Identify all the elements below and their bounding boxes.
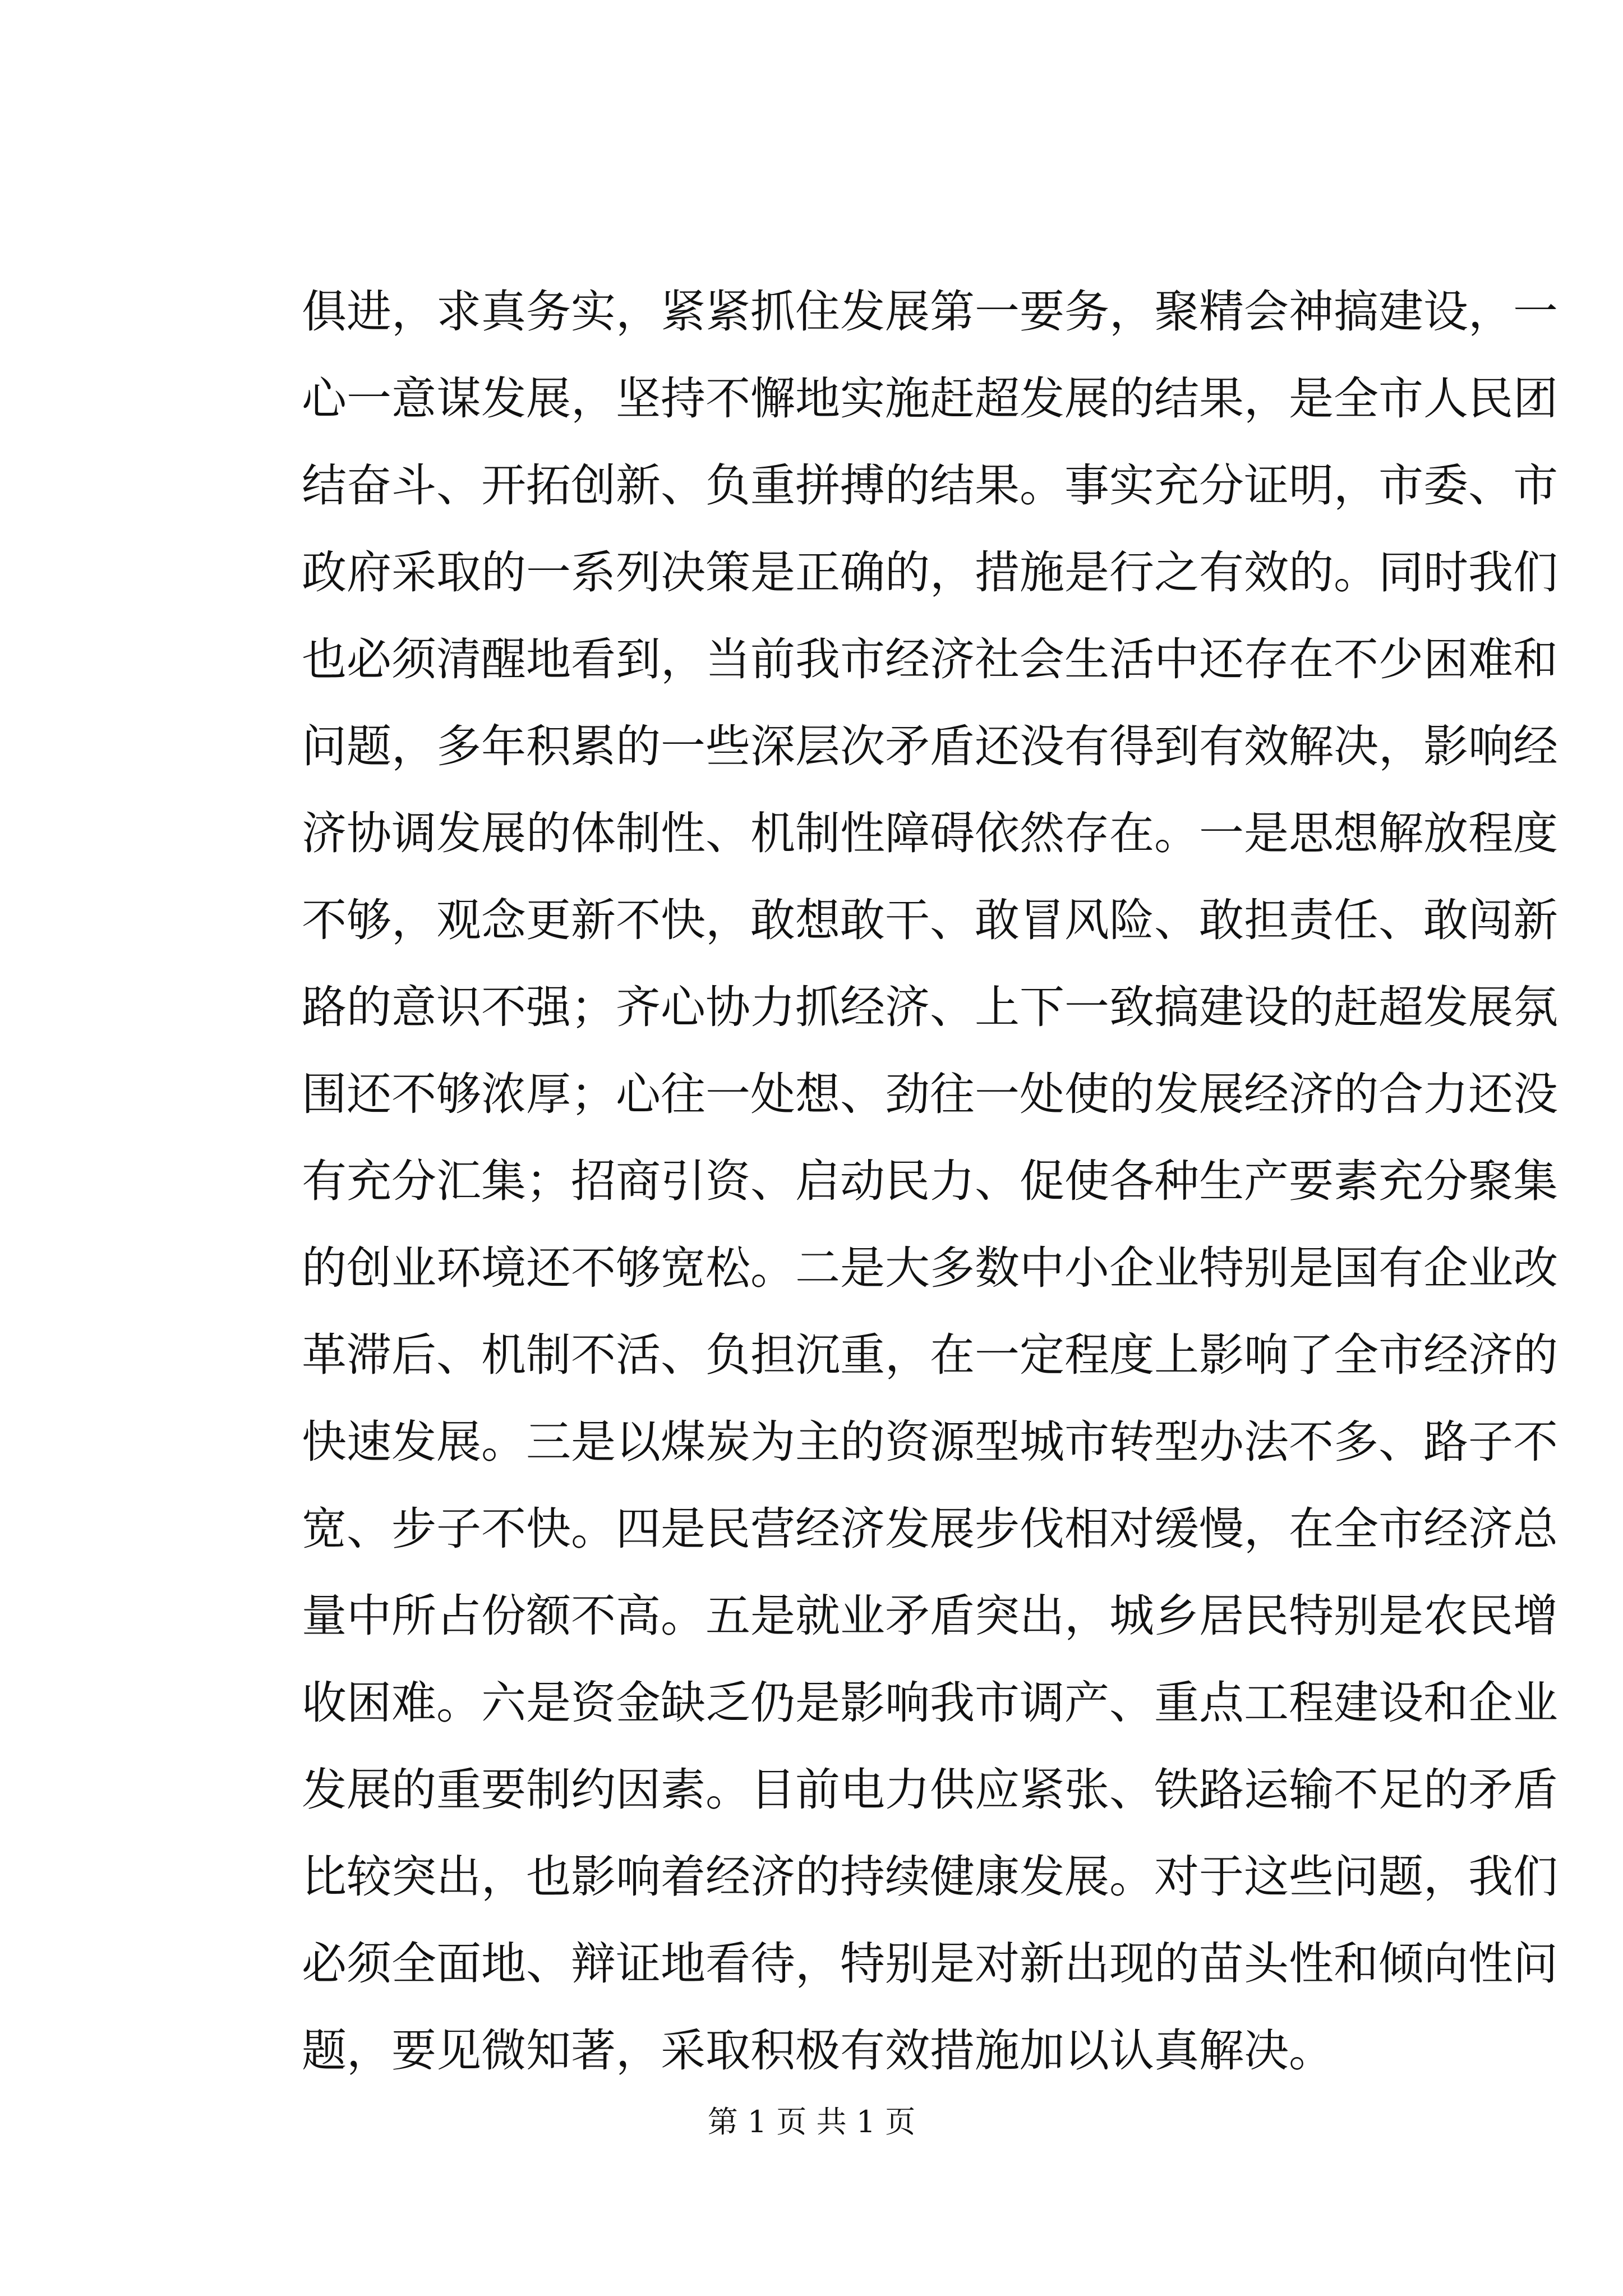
text-line: 问题，多年积累的一些深层次矛盾还没有得到有效解决，影响经 — [302, 720, 1558, 772]
text-line: 结奋斗、开拓创新、负重拼搏的结果。事实充分证明，市委、市 — [302, 459, 1558, 512]
text-line: 有充分汇集；招商引资、启动民力、促使各种生产要素充分聚集 — [302, 1155, 1558, 1207]
text-line: 路的意识不强；齐心协力抓经济、上下一致搞建设的赶超发展氛 — [302, 981, 1558, 1033]
text-line: 的创业环境还不够宽松。二是大多数中小企业特别是国有企业改 — [302, 1242, 1558, 1294]
text-line: 济协调发展的体制性、机制性障碍依然存在。一是思想解放程度 — [302, 807, 1558, 859]
text-line: 俱进，求真务实，紧紧抓住发展第一要务，聚精会神搞建设，一 — [302, 286, 1558, 338]
text-line: 比较突出，也影响着经济的持续健康发展。对于这些问题，我们 — [302, 1851, 1558, 1903]
body-paragraph — [302, 268, 1558, 2094]
text-line: 收困难。六是资金缺乏仍是影响我市调产、重点工程建设和企业 — [302, 1677, 1558, 1729]
text-line: 也必须清醒地看到，当前我市经济社会生活中还存在不少困难和 — [302, 633, 1558, 685]
text-line: 发展的重要制约因素。目前电力供应紧张、铁路运输不足的矛盾 — [302, 1764, 1558, 1816]
page-number-footer: 第 1 页 共 1 页 — [707, 2104, 916, 2139]
text-line: 不够，观念更新不快，敢想敢干、敢冒风险、敢担责任、敢闯新 — [302, 894, 1558, 946]
text-line: 题，要见微知著，采取积极有效措施加以认真解决。 — [302, 2024, 1334, 2077]
text-line: 政府采取的一系列决策是正确的，措施是行之有效的。同时我们 — [302, 546, 1558, 599]
text-line: 心一意谋发展，坚持不懈地实施赶超发展的结果，是全市人民团 — [302, 372, 1558, 425]
text-line: 宽、步子不快。四是民营经济发展步伐相对缓慢，在全市经济总 — [302, 1503, 1558, 1555]
text-line: 快速发展。三是以煤炭为主的资源型城市转型办法不多、路子不 — [302, 1416, 1558, 1468]
text-line: 量中所占份额不高。五是就业矛盾突出，城乡居民特别是农民增 — [302, 1590, 1558, 1642]
text-line: 革滞后、机制不活、负担沉重，在一定程度上影响了全市经济的 — [302, 1329, 1558, 1381]
text-line: 必须全面地、辩证地看待，特别是对新出现的苗头性和倾向性问 — [302, 1938, 1558, 1990]
text-line: 围还不够浓厚；心往一处想、劲往一处使的发展经济的合力还没 — [302, 1068, 1558, 1120]
